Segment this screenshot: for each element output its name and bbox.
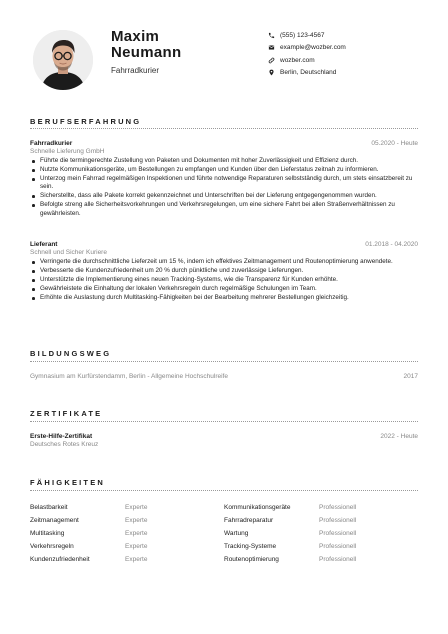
skill-level: Professionell (319, 543, 357, 550)
skill-row (30, 527, 418, 540)
skill-level: Experte (125, 543, 148, 550)
education-year: 2017 (403, 373, 418, 380)
education-entry (30, 373, 418, 380)
skill-level: Professionell (319, 556, 357, 563)
bullet-item: Verringerte die durchschnittliche Lieferzeit um 15 %, indem ich effektives Zeitmanagement und Routenoptimierung anwendete. (30, 258, 418, 266)
skill-level: Professionell (319, 530, 357, 537)
skill-name: Routenoptimierung (224, 556, 279, 563)
certificate-issuer: Deutsches Rotes Kreuz (30, 441, 99, 448)
bullet-item: Befolgte streng alle Sicherheitsvorkehrungen und Verkehrsregelungen, um eine sichere Fahrt bei allen Straßenverhältnissen zu gewährleisten. (30, 201, 418, 218)
skill-row (30, 553, 418, 566)
skill-name: Zeitmanagement (30, 517, 79, 524)
bullet-item: Sicherstellte, dass alle Pakete korrekt gekennzeichnet und Unterschriften bei der Lieferung entgegengenommen wurden. (30, 192, 418, 200)
section-title-skills: FÄHIGKEITEN (30, 478, 106, 487)
section-title-education: BILDUNGSWEG (30, 349, 112, 358)
skill-name: Wartung (224, 530, 249, 537)
job-date: 05.2020 - Heute (371, 140, 418, 147)
certificate-name: Erste-Hilfe-Zertifikat (30, 433, 93, 440)
bullet-item: Unterzog mein Fahrrad regelmäßigen Inspektionen und führte notwendige Reparaturen selbstständig durch, um stets einsatzbereit zu sein. (30, 175, 418, 192)
link-icon (268, 57, 280, 64)
profile-photo (33, 30, 93, 90)
skill-name: Tracking-Systeme (224, 543, 277, 550)
skill-level: Experte (125, 517, 148, 524)
job-bullets (30, 157, 418, 218)
bullet-item: Führte die termingerechte Zustellung von Paketen und Dokumenten mit hoher Zuverlässigkeit und Effizienz durch. (30, 157, 418, 165)
bullet-item: Erhöhte die Auslastung durch Multitasking-Fähigkeiten bei der Bearbeitung mehrerer Bestellungen gleichzeitig. (30, 294, 418, 302)
job-entry (30, 241, 418, 303)
section-divider (30, 361, 418, 362)
section-divider (30, 421, 418, 422)
skill-name: Belastbarkeit (30, 504, 68, 511)
mail-icon (268, 44, 280, 51)
education-institution: Gymnasium am Kurfürstendamm, Berlin - Allgemeine Hochschulreife (30, 373, 228, 380)
skill-level: Professionell (319, 504, 357, 511)
section-divider (30, 128, 418, 129)
contact-location: Berlin, Deutschland (268, 67, 428, 80)
contact-phone: (555) 123-4567 (268, 29, 428, 42)
skills-grid (30, 501, 418, 566)
section-divider (30, 490, 418, 491)
job-date: 01.2018 - 04.2020 (365, 241, 418, 248)
portrait-image (33, 30, 93, 90)
bullet-item: Nutzte Kommunikationsgeräte, um Bestellungen zu empfangen und Kunden über den Lieferstatus zeitnah zu informieren. (30, 166, 418, 174)
candidate-job-title: Fahrradkurier (111, 66, 160, 75)
skill-level: Professionell (319, 517, 357, 524)
skill-row (30, 501, 418, 514)
contact-website[interactable]: wozber.com (268, 54, 428, 67)
job-bullets (30, 258, 418, 302)
skill-name: Kommunikationsgeräte (224, 504, 291, 511)
skill-level: Experte (125, 556, 148, 563)
location-pin-icon (268, 69, 280, 76)
candidate-name: Maxim Neumann (111, 28, 182, 61)
skill-row (30, 514, 418, 527)
contact-list (268, 29, 428, 79)
bullet-item: Unterstützte die Implementierung eines neuen Tracking-Systems, wie die Transparenz für Kunden erhöhte. (30, 276, 418, 284)
skill-name: Fahrradreparatur (224, 517, 274, 524)
skill-level: Experte (125, 530, 148, 537)
certificate-entry (30, 433, 418, 448)
skill-level: Experte (125, 504, 148, 511)
section-title-experience: BERUFSERFAHRUNG (30, 117, 142, 126)
job-company: Schnelle Lieferung GmbH (30, 148, 105, 155)
certificate-date: 2022 - Heute (380, 433, 418, 440)
job-company: Schnell und Sicher Kuriere (30, 249, 107, 256)
bullet-item: Gewährleistete die Einhaltung der lokalen Verkehrsregeln durch regelmäßige Schulungen im Team. (30, 285, 418, 293)
job-entry (30, 140, 418, 219)
job-role: Fahrradkurier (30, 140, 73, 147)
skill-name: Multitasking (30, 530, 65, 537)
skill-name: Verkehrsregeln (30, 543, 74, 550)
skill-row (30, 540, 418, 553)
job-role: Lieferant (30, 241, 58, 248)
phone-icon (268, 32, 280, 39)
section-title-certificates: ZERTIFIKATE (30, 409, 103, 418)
bullet-item: Verbesserte die Kundenzufriedenheit um 20 % durch pünktliche und zuverlässige Lieferungen. (30, 267, 418, 275)
skill-name: Kundenzufriedenheit (30, 556, 90, 563)
contact-email[interactable]: example@wozber.com (268, 42, 428, 55)
